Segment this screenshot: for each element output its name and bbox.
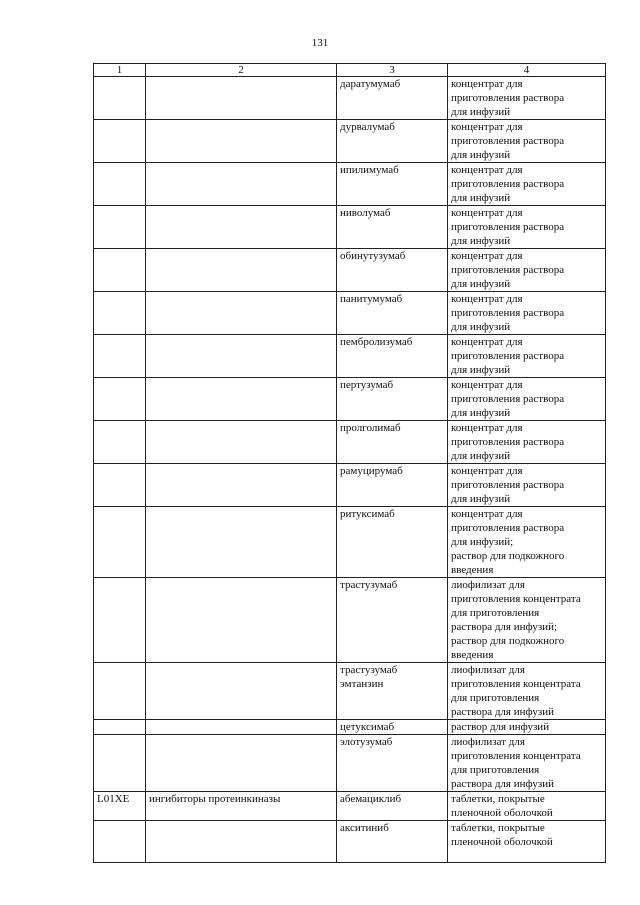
- group-name-cell: [146, 735, 337, 792]
- group-name-cell: ингибиторы протеинкиназы: [146, 792, 337, 821]
- dosage-form-cell: концентрат для приготовления раствора для инфузий: [448, 378, 606, 421]
- drug-name-cell: пролголимаб: [337, 421, 448, 464]
- dosage-form-cell: концентрат для приготовления раствора для инфузий: [448, 120, 606, 163]
- drug-name-cell: пертузумаб: [337, 378, 448, 421]
- dosage-form-cell: раствор для инфузий: [448, 720, 606, 735]
- group-name-cell: [146, 421, 337, 464]
- atc-code-cell: [94, 163, 146, 206]
- group-name-cell: [146, 335, 337, 378]
- dosage-form-cell: лиофилизат для приготовления концентрата для приготовления раствора для инфузий: [448, 735, 606, 792]
- dosage-form-cell: концентрат для приготовления раствора для инфузий: [448, 163, 606, 206]
- atc-code-cell: L01XE: [94, 792, 146, 821]
- drug-name-cell: трастузумаб эмтанзин: [337, 663, 448, 720]
- table-row: [94, 335, 606, 378]
- drug-name-cell: акситиниб: [337, 821, 448, 863]
- group-name-cell: [146, 821, 337, 863]
- drug-name-cell: ритуксимаб: [337, 507, 448, 578]
- atc-code-cell: [94, 735, 146, 792]
- atc-code-cell: [94, 578, 146, 663]
- group-name-cell: [146, 464, 337, 507]
- table-row: [94, 249, 606, 292]
- dosage-form-cell: концентрат для приготовления раствора для инфузий: [448, 335, 606, 378]
- table-row: [94, 421, 606, 464]
- table-row: [94, 77, 606, 120]
- drug-name-cell: элотузумаб: [337, 735, 448, 792]
- group-name-cell: [146, 378, 337, 421]
- group-name-cell: [146, 507, 337, 578]
- group-name-cell: [146, 663, 337, 720]
- dosage-form-cell: концентрат для приготовления раствора для инфузий; раствор для подкожного введения: [448, 507, 606, 578]
- column-header: 1: [94, 64, 146, 77]
- table-row: [94, 464, 606, 507]
- drug-name-cell: пембролизумаб: [337, 335, 448, 378]
- group-name-cell: [146, 163, 337, 206]
- atc-code-cell: [94, 464, 146, 507]
- drug-name-cell: даратумумаб: [337, 77, 448, 120]
- atc-code-cell: [94, 378, 146, 421]
- table-row: [94, 378, 606, 421]
- dosage-form-cell: концентрат для приготовления раствора для инфузий: [448, 292, 606, 335]
- table-row: [94, 792, 606, 821]
- atc-code-cell: [94, 507, 146, 578]
- group-name-cell: [146, 249, 337, 292]
- dosage-form-cell: таблетки, покрытые пленочной оболочкой: [448, 821, 606, 863]
- atc-code-cell: [94, 821, 146, 863]
- dosage-form-cell: концентрат для приготовления раствора для инфузий: [448, 249, 606, 292]
- dosage-form-cell: таблетки, покрытые пленочной оболочкой: [448, 792, 606, 821]
- group-name-cell: [146, 120, 337, 163]
- table-row: [94, 507, 606, 578]
- atc-code-cell: [94, 120, 146, 163]
- dosage-form-cell: концентрат для приготовления раствора для инфузий: [448, 464, 606, 507]
- drug-name-cell: абемациклиб: [337, 792, 448, 821]
- table-row: [94, 206, 606, 249]
- table-row: [94, 578, 606, 663]
- drug-name-cell: ниволумаб: [337, 206, 448, 249]
- drug-name-cell: рамуцирумаб: [337, 464, 448, 507]
- dosage-form-cell: концентрат для приготовления раствора для инфузий: [448, 77, 606, 120]
- group-name-cell: [146, 720, 337, 735]
- group-name-cell: [146, 77, 337, 120]
- atc-code-cell: [94, 206, 146, 249]
- group-name-cell: [146, 206, 337, 249]
- group-name-cell: [146, 292, 337, 335]
- table-header-row: [94, 64, 606, 77]
- drug-name-cell: ипилимумаб: [337, 163, 448, 206]
- atc-code-cell: [94, 249, 146, 292]
- atc-code-cell: [94, 77, 146, 120]
- page-number: 131: [311, 37, 329, 49]
- atc-code-cell: [94, 335, 146, 378]
- table-row: [94, 120, 606, 163]
- atc-code-cell: [94, 292, 146, 335]
- drug-name-cell: дурвалумаб: [337, 120, 448, 163]
- table-row: [94, 821, 606, 863]
- drug-name-cell: обинутузумаб: [337, 249, 448, 292]
- table-row: [94, 735, 606, 792]
- table-row: [94, 163, 606, 206]
- drug-table: [93, 63, 606, 863]
- column-header: 3: [337, 64, 448, 77]
- dosage-form-cell: лиофилизат для приготовления концентрата для приготовления раствора для инфузий; раствор для подкожного введения: [448, 578, 606, 663]
- group-name-cell: [146, 578, 337, 663]
- table-row: [94, 663, 606, 720]
- dosage-form-cell: лиофилизат для приготовления концентрата для приготовления раствора для инфузий: [448, 663, 606, 720]
- atc-code-cell: [94, 663, 146, 720]
- atc-code-cell: [94, 421, 146, 464]
- atc-code-cell: [94, 720, 146, 735]
- column-header: 2: [146, 64, 337, 77]
- dosage-form-cell: концентрат для приготовления раствора для инфузий: [448, 421, 606, 464]
- table-row: [94, 720, 606, 735]
- drug-name-cell: трастузумаб: [337, 578, 448, 663]
- drug-name-cell: цетуксимаб: [337, 720, 448, 735]
- dosage-form-cell: концентрат для приготовления раствора для инфузий: [448, 206, 606, 249]
- column-header: 4: [448, 64, 606, 77]
- table-row: [94, 292, 606, 335]
- drug-name-cell: панитумумаб: [337, 292, 448, 335]
